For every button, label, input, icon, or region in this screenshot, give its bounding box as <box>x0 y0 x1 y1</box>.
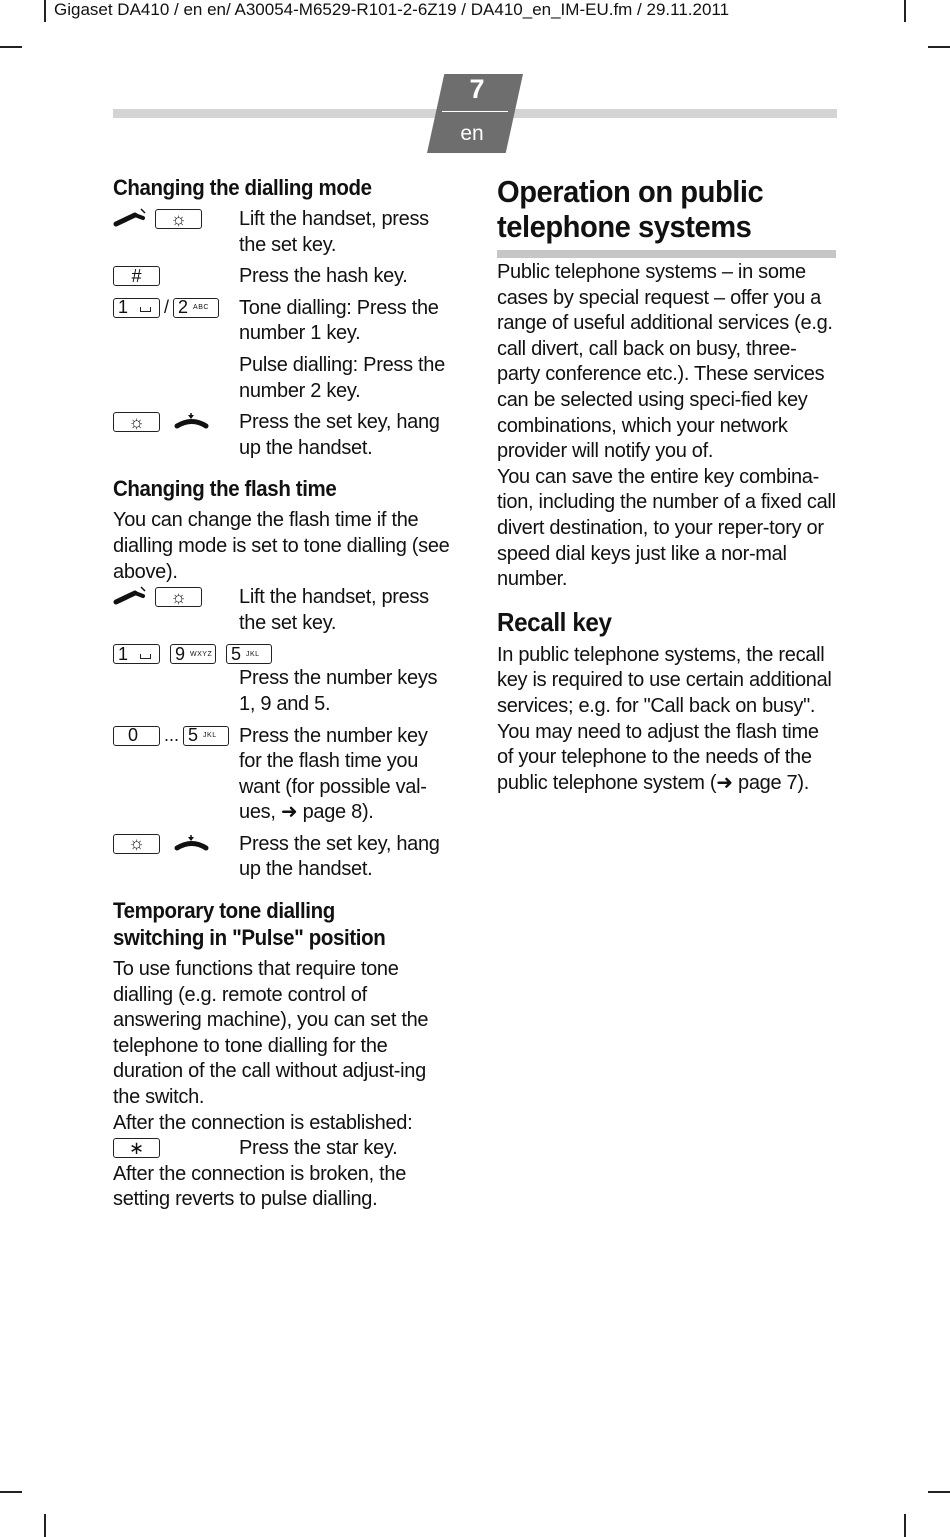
hash-key-icon: # <box>113 266 160 286</box>
step-row <box>113 585 453 636</box>
crop-mark <box>0 46 22 48</box>
crop-mark <box>44 1514 46 1537</box>
section-title-dialling-mode: Changing the dialling mode <box>113 175 372 200</box>
key-0-icon <box>113 726 160 746</box>
hang-up-icon <box>174 832 212 856</box>
step-text: Press the set key, hang up the handset. <box>239 411 440 459</box>
flash-intro: You can change the flash time if the dialling mode is set to tone dialling (see above). <box>113 509 450 583</box>
key-sublabel: WXYZ <box>190 650 213 658</box>
key-label: 9 <box>175 643 186 664</box>
recall-key-text: In public telephone systems, the recall key is required to use certain additional services; e.g. for "Call back on busy". <box>497 643 832 717</box>
key-2-icon <box>173 298 219 318</box>
step-text: Lift the handset, press the set key. <box>239 208 429 256</box>
step-text: Lift the handset, press the set key. <box>239 586 429 634</box>
step-row <box>113 264 453 290</box>
set-key-icon: ☼ <box>113 834 160 854</box>
running-head: Gigaset DA410 / en en/ A30054-M6529-R101-2-6Z19 / DA410_en_IM-EU.fm / 29.11.2011 <box>54 0 730 19</box>
set-key-icon: ☼ <box>155 587 202 607</box>
crop-mark <box>904 0 906 22</box>
step-row <box>113 207 453 258</box>
section-title-flash-time: Changing the flash time <box>113 476 337 502</box>
recall-key-text-2: You may need to adjust the flash time of your telephone to the needs of the public telephone system (➜ page 7). <box>497 720 819 794</box>
set-key-icon: ☼ <box>113 412 160 432</box>
public-systems-intro: Public telephone systems – in some cases by special request – offer you a range of useful additional services (e.g. call divert, call back on busy, three-party conference etc.). These services can be selected using speci-fied key combinations, which your network provider will notify you of. <box>497 261 833 463</box>
step-text: Pulse dialling: Press the number 2 key. <box>239 353 445 402</box>
key-label: 5 <box>231 643 242 664</box>
key-sublabel: JKL <box>246 650 260 658</box>
key-label: 2 <box>178 297 189 318</box>
key-separator: ... <box>164 725 180 745</box>
title-rule <box>497 250 836 258</box>
section-title-temporary-tone: Temporary tone dialling switching in "Pulse" position <box>113 898 386 951</box>
key-label: 1 <box>118 643 129 664</box>
page-tab-divider <box>442 111 508 112</box>
step-row <box>113 642 453 717</box>
right-column <box>497 174 837 796</box>
after-established-text: After the connection is established: <box>113 1111 413 1134</box>
hang-up-icon <box>174 410 212 434</box>
key-label: 1 <box>118 297 129 318</box>
lift-handset-icon <box>113 207 151 231</box>
crop-mark <box>904 1514 906 1537</box>
crop-mark <box>928 1491 950 1493</box>
step-row <box>113 832 453 883</box>
step-text: Tone dialling: Press the number 1 key. <box>239 296 439 345</box>
key-separator: / <box>164 297 170 318</box>
step-row <box>113 410 453 461</box>
lift-handset-icon <box>113 585 151 609</box>
temporary-tone-intro: To use functions that require tone dialling (e.g. remote control of answering machine), you can set the telephone to tone dialling for the duration of the call without adjust-ing the switch. <box>113 958 429 1109</box>
page-number: 7 <box>469 74 485 104</box>
key-1-icon <box>113 644 160 664</box>
step-text: Press the number keys 1, 9 and 5. <box>239 667 438 715</box>
key-sublabel: ABC <box>193 304 209 312</box>
step-row <box>113 296 453 347</box>
step-text: Press the set key, hang up the handset. <box>239 832 440 881</box>
left-column <box>113 174 453 1213</box>
step-text: Press the star key. <box>239 1137 398 1160</box>
step-row <box>113 1136 453 1162</box>
crop-mark <box>928 46 950 48</box>
key-5-icon <box>183 726 229 746</box>
section-title-recall-key: Recall key <box>497 606 612 637</box>
star-key-icon: ∗ <box>113 1138 160 1158</box>
key-sublabel: JKL <box>203 732 217 739</box>
public-systems-intro-2: You can save the entire key combina-tion, including the number of a fixed call divert destination, to your reper-tory or speed dial keys just like a nor-mal number. <box>497 465 836 591</box>
section-title-public-systems: Operation on public telephone systems <box>497 174 764 244</box>
key-label: 0 <box>128 725 139 745</box>
key-1-icon <box>113 298 160 318</box>
step-text: Press the number key for the flash time you want (for possible val-ues, ➜ page 8). <box>239 724 428 824</box>
key-9-icon <box>170 644 216 664</box>
step-row <box>113 353 453 404</box>
after-broken-text: After the connection is broken, the setting reverts to pulse dialling. <box>113 1162 407 1211</box>
page-language: en <box>460 122 484 145</box>
set-key-icon: ☼ <box>155 209 202 229</box>
step-text: Press the hash key. <box>239 265 408 288</box>
key-label: 5 <box>188 725 199 745</box>
key-5-icon <box>226 644 272 664</box>
step-row <box>113 724 453 826</box>
crop-mark <box>0 1491 22 1493</box>
crop-mark <box>44 0 46 22</box>
